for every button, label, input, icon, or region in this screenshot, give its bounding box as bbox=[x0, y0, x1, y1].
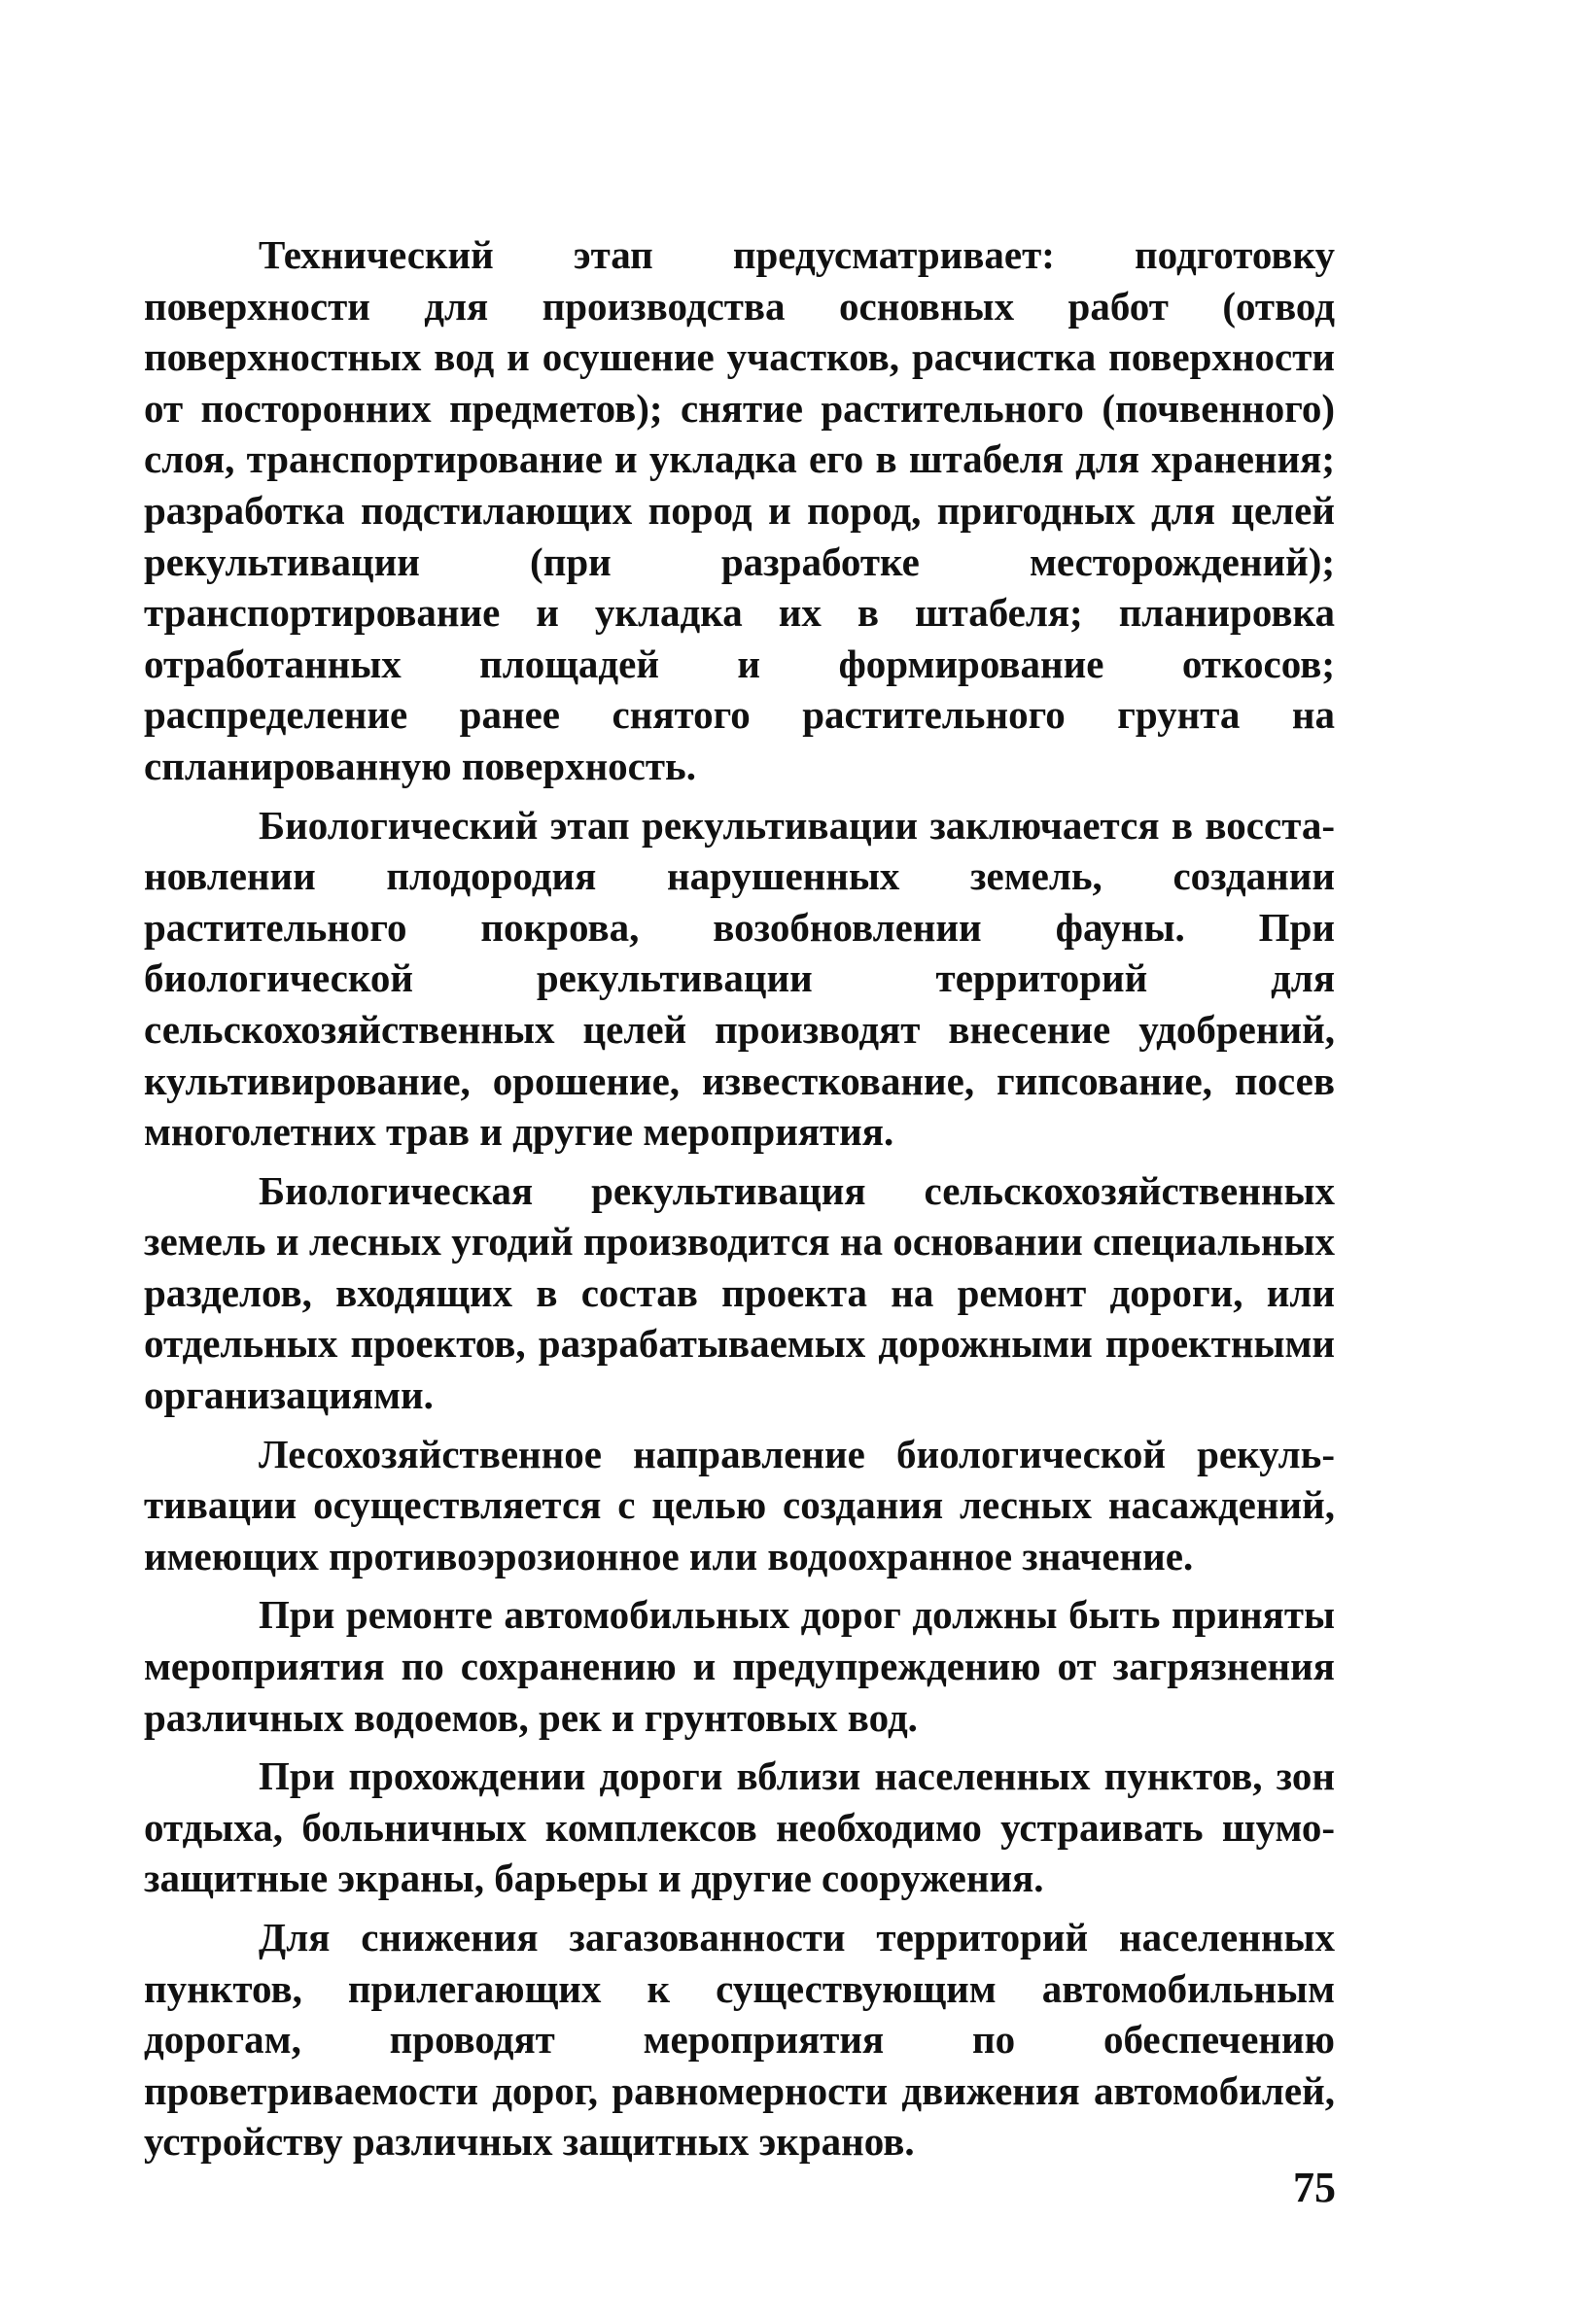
paragraph-biological-reclamation: Биологическая рекультивация сельскохозяйственных земель и лесных угодий производится на основании специальных разделов, входящих в состав проекта на ремонт дороги, или отдельных проектов, разрабатываемых дорожными проектными организациями. bbox=[144, 1167, 1335, 1418]
page-number: 75 bbox=[1293, 2164, 1336, 2211]
page-body bbox=[144, 229, 1335, 2175]
paragraph-technical-stage: Технический этап предусматривает: подготовку поверхности для производства основных работ (отвод поверхностных вод и осушение участков, расчистка поверхности от посторонних предметов); снятие растительного (почвенного) слоя, транспортирование и укладка его в штабеля для хранения; разработка подстилающих пород и пород, пригодных для целей рекультивации (при разработке месторождений); транспортирование и укладка их в штабеля; планировка отработанных площадей и формирование откосов; распределение ранее снятого растительного грунта на спланированную поверхность. bbox=[144, 232, 1335, 788]
paragraph-biological-stage: Биологический этап рекультивации заключается в восстановлении плодородия нарушенных земель, создании растительного покрова, возобновлении фауны. При биологической рекультивации территорий для сельскохозяйственных целей производят внесение удобрений, культивирование, орошение, известкование, гипсование, посев многолетних трав и другие мероприятия. bbox=[144, 802, 1335, 1155]
paragraph-gas-pollution: Для снижения загазованности территорий населенных пунктов, прилегающих к существующим автомобильным дорогам, проводят мероприятия по обеспечению проветриваемости дорог, равномерности движения автомобилей, устройству различных защитных экранов. bbox=[144, 1915, 1335, 2165]
paragraph-forestry-direction: Лесохозяйственное направление биологической рекультивации осуществляется с целью создания лесных насаждений, имеющих противоэрозионное или водоохранное значение. bbox=[144, 1431, 1335, 1578]
paragraph-road-repair: При ремонте автомобильных дорог должны быть приняты мероприятия по сохранению и предупреждению от загрязнения различных водоемов, рек и грунтовых вод. bbox=[144, 1592, 1335, 1740]
paragraph-noise-screens: При прохождении дороги вблизи населенных пунктов, зон отдыха, больничных комплексов необходимо устраивать шумозащитные экраны, барьеры и другие сооружения. bbox=[144, 1753, 1335, 1901]
